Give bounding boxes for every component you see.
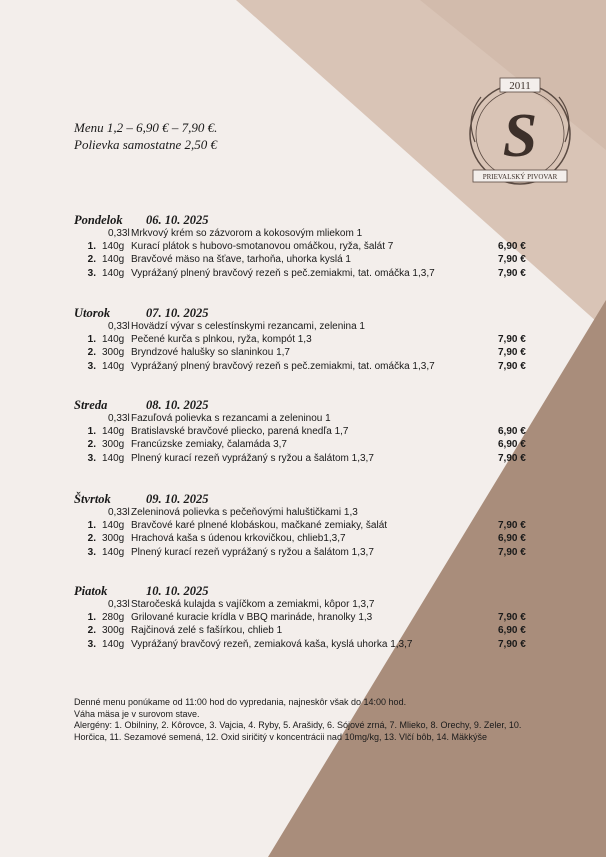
day-name: Streda (74, 398, 108, 412)
item-description: Kurací plátok s hubovo-smotanovou omáčkou, ryža, šalát 7 (131, 241, 394, 253)
soup-quantity: 0,33l (108, 599, 130, 610)
item-number: 2. (87, 347, 96, 359)
logo-letter: S (502, 102, 538, 170)
item-price: 7,90 € (498, 452, 526, 464)
day-heading (74, 398, 544, 412)
soup-description: Zeleninová polievka s pečeňovými haluštičkami 1,3 (131, 507, 358, 518)
item-price: 6,90 € (498, 439, 526, 451)
menu-item-row (74, 519, 544, 532)
item-price: 7,90 € (498, 254, 526, 266)
item-price: 7,90 € (498, 334, 526, 346)
item-quantity: 300g (102, 533, 125, 545)
item-price: 7,90 € (498, 347, 526, 359)
day-date: 10. 10. 2025 (146, 584, 209, 598)
day-date: 09. 10. 2025 (146, 492, 209, 506)
logo-year: 2011 (509, 80, 531, 92)
item-price: 7,90 € (498, 638, 526, 650)
item-description: Bratislavské bravčové pliecko, parená knedľa 1,7 (131, 426, 349, 438)
item-number: 1. (87, 612, 96, 624)
soup-price-line: Polievka samostatne 2,50 € (74, 137, 217, 152)
item-quantity: 300g (102, 439, 125, 451)
item-quantity: 140g (102, 520, 125, 532)
item-quantity: 140g (102, 241, 125, 253)
item-number: 2. (87, 625, 96, 637)
item-price: 6,90 € (498, 625, 526, 637)
day-section (74, 492, 544, 559)
item-description: Vyprážaný plnený bravčový rezeň s peč.zemiakmi, tat. omáčka 1,3,7 (131, 267, 435, 279)
menu-item-row (74, 333, 544, 346)
item-quantity: 140g (102, 254, 125, 266)
menu-item-row (74, 452, 544, 465)
soup-row (74, 598, 544, 611)
item-number: 1. (87, 426, 96, 438)
item-price: 7,90 € (498, 546, 526, 558)
day-name: Utorok (74, 306, 111, 320)
item-description: Vyprážaný plnený bravčový rezeň s peč.zemiakmi, tat. omáčka 1,3,7 (131, 360, 435, 372)
day-date: 07. 10. 2025 (146, 306, 209, 320)
item-description: Grilované kuracie krídla v BBQ marináde, hranolky 1,3 (131, 612, 373, 624)
day-section (74, 584, 544, 651)
item-price: 6,90 € (498, 426, 526, 438)
day-section (74, 306, 544, 373)
footer-notes (74, 697, 536, 743)
menu-item-row (74, 346, 544, 359)
soup-quantity: 0,33l (108, 413, 130, 424)
soup-description: Mrkvový krém so zázvorom a kokosovým mliekom 1 (131, 228, 363, 239)
item-number: 2. (87, 439, 96, 451)
item-description: Plnený kurací rezeň vyprážaný s ryžou a šalátom 1,3,7 (131, 452, 374, 464)
soup-row (74, 320, 544, 333)
item-quantity: 140g (102, 360, 125, 372)
day-heading (74, 306, 544, 320)
soup-description: Fazuľová polievka s rezancami a zeleninou 1 (131, 413, 331, 424)
item-quantity: 280g (102, 612, 125, 624)
item-quantity: 140g (102, 267, 125, 279)
menu-item-row (74, 546, 544, 559)
item-number: 2. (87, 533, 96, 545)
item-number: 3. (87, 360, 96, 372)
item-description: Bravčové karé plnené klobáskou, mačkané zemiaky, šalát (131, 520, 388, 532)
day-heading (74, 213, 544, 227)
day-date: 06. 10. 2025 (146, 213, 209, 227)
item-price: 6,90 € (498, 533, 526, 545)
day-name: Piatok (74, 584, 108, 598)
soup-row (74, 412, 544, 425)
menu-item-row (74, 624, 544, 637)
item-description: Pečené kurča s plnkou, ryža, kompót 1,3 (131, 334, 312, 346)
soup-description: Staročeská kulajda s vajíčkom a zemiakmi, kôpor 1,3,7 (131, 599, 375, 610)
day-section (74, 398, 544, 465)
menu-header (74, 119, 217, 153)
brewery-logo (455, 72, 585, 192)
item-quantity: 140g (102, 546, 125, 558)
item-quantity: 140g (102, 452, 125, 464)
item-price: 6,90 € (498, 241, 526, 253)
menu-item-row (74, 253, 544, 266)
item-number: 1. (87, 520, 96, 532)
item-price: 7,90 € (498, 612, 526, 624)
opening-note: Denné menu ponúkame od 11:00 hod do vypredania, najneskôr však do 14:00 hod. (74, 697, 407, 707)
menu-item-row (74, 360, 544, 373)
item-description: Hrachová kaša s údenou krkovičkou, chlieb1,3,7 (131, 533, 346, 545)
item-number: 3. (87, 267, 96, 279)
soup-row (74, 227, 544, 240)
menu-item-row (74, 638, 544, 651)
soup-description: Hovädzí vývar s celestínskymi rezancami, zelenina 1 (131, 321, 365, 332)
day-date: 08. 10. 2025 (146, 398, 209, 412)
item-price: 7,90 € (498, 360, 526, 372)
item-description: Francúzske zemiaky, čalamáda 3,7 (131, 439, 287, 451)
menu-item-row (74, 425, 544, 438)
item-description: Bryndzové halušky so slaninkou 1,7 (131, 347, 290, 359)
item-description: Plnený kurací rezeň vyprážaný s ryžou a šalátom 1,3,7 (131, 546, 374, 558)
soup-row (74, 506, 544, 519)
item-number: 3. (87, 452, 96, 464)
item-description: Rajčinová zelé s fašírkou, chlieb 1 (131, 625, 283, 637)
weight-note: Váha mäsa je v surovom stave. (74, 708, 200, 719)
soup-quantity: 0,33l (108, 507, 130, 518)
item-price: 7,90 € (498, 520, 526, 532)
logo-banner: PRIEVALSKÝ PIVOVAR (482, 173, 558, 181)
soup-quantity: 0,33l (108, 228, 130, 239)
menu-item-row (74, 438, 544, 451)
item-price: 7,90 € (498, 267, 526, 279)
day-name: Štvrtok (74, 492, 111, 506)
soup-quantity: 0,33l (108, 321, 130, 332)
item-quantity: 300g (102, 347, 125, 359)
menu-item-row (74, 240, 544, 253)
item-quantity: 140g (102, 334, 125, 346)
menu-price-line: Menu 1,2 – 6,90 € – 7,90 €. (74, 120, 218, 135)
item-quantity: 140g (102, 426, 125, 438)
menu-item-row (74, 532, 544, 545)
item-description: Bravčové mäso na šťave, tarhoňa, uhorka kyslá 1 (131, 254, 351, 266)
item-number: 3. (87, 546, 96, 558)
item-number: 1. (87, 241, 96, 253)
item-number: 3. (87, 638, 96, 650)
item-number: 1. (87, 334, 96, 346)
menu-item-row (74, 267, 544, 280)
item-number: 2. (87, 254, 96, 266)
day-heading (74, 492, 544, 506)
menu-item-row (74, 611, 544, 624)
item-quantity: 300g (102, 625, 125, 637)
day-name: Pondelok (74, 213, 123, 227)
allergens-note: Alergény: 1. Obilniny, 2. Kôrovce, 3. Vajcia, 4. Ryby, 5. Arašidy, 6. Sójové zrná, 7. Mlieko, 8. Orechy, 9. Zeler, 10. Horčica, 11. Sezamové semená, 12. Oxid siričitý v koncentrácii nad 10mg/kg, 13. Vlčí bôb, 14. Mäkkýše (74, 720, 522, 742)
day-heading (74, 584, 544, 598)
item-description: Vyprážaný bravčový rezeň, zemiaková kaša, kyslá uhorka 1,3,7 (131, 638, 413, 650)
item-quantity: 140g (102, 638, 125, 650)
day-section (74, 213, 544, 280)
